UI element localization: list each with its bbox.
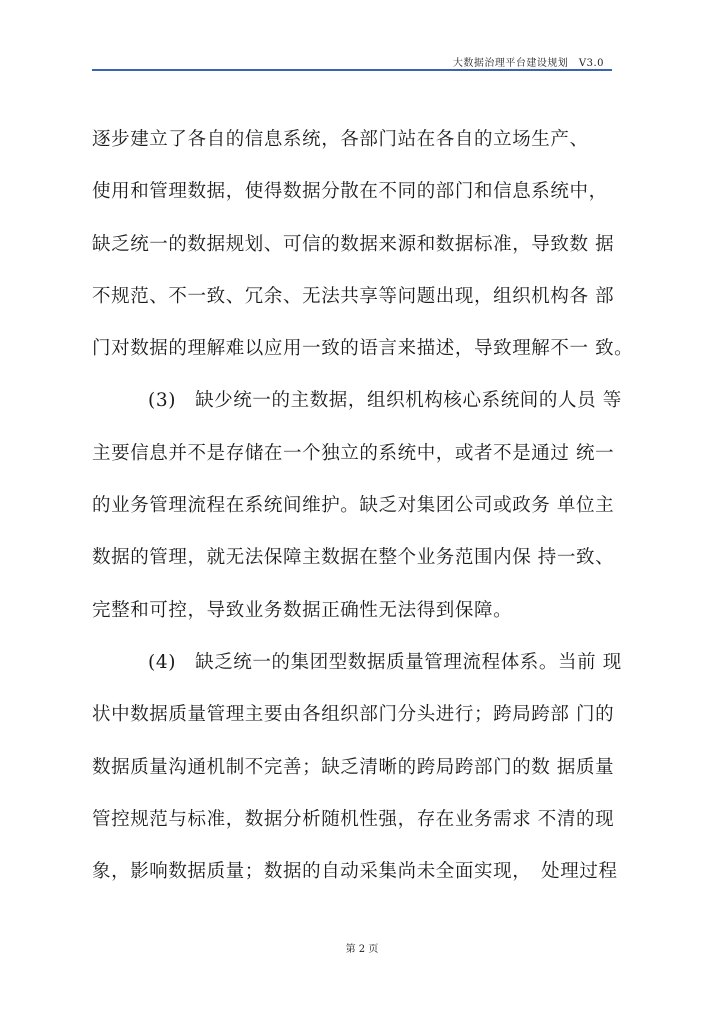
document-title: 大数据治理平台建设规划 V3.0 [452, 58, 604, 69]
paragraph-line: 象，影响数据质量；数据的自动采集尚未全面实现， 处理过程 [92, 861, 618, 883]
paragraph-line: 逐步建立了各自的信息系统，各部门站在各自的立场生产、 [92, 129, 589, 150]
paragraph-line: 数据的管理，就无法保障主数据在整个业务范围内保 持一致、 [92, 547, 615, 569]
paragraph-line: 主要信息并不是存储在一个独立的系统中，或者不是通过 统一 [92, 442, 615, 464]
document-body [92, 122, 652, 906]
paragraph-line: 使用和管理数据，使得数据分散在不同的部门和信息系统中， [92, 181, 608, 203]
paragraph-line: 状中数据质量管理主要由各组织部门分头进行；跨局跨部 门的 [92, 704, 615, 726]
paragraph-line: 缺乏统一的数据规划、可信的数据来源和数据标准，导致数 据 [92, 233, 615, 255]
page-header [92, 52, 612, 72]
paragraph-line: 管控规范与标准，数据分析随机性强，存在业务需求 不清的现 [92, 808, 615, 830]
page-number: 第 2 页 [345, 944, 379, 955]
paragraph-line: (4) 缺乏统一的集团型数据质量管理流程体系。当前 现 [148, 651, 622, 673]
header-rule [92, 69, 612, 71]
paragraph-line: 完整和可控，导致业务数据正确性无法得到保障。 [92, 599, 513, 621]
paragraph-line: 不规范、不一致、冗余、无法共享等问题出现，组织机构各 部 [92, 285, 615, 307]
paragraph-line: 数据质量沟通机制不完善；缺乏清晰的跨局跨部门的数 据质量 [92, 756, 615, 778]
paragraph-line: 的业务管理流程在系统间维护。缺乏对集团公司或政务 单位主 [92, 495, 615, 517]
paragraph-line: 门对数据的理解难以应用一致的语言来描述，导致理解不一 致。 [92, 338, 634, 360]
paragraph-line: (3) 缺少统一的主数据，组织机构核心系统间的人员 等 [148, 390, 622, 412]
